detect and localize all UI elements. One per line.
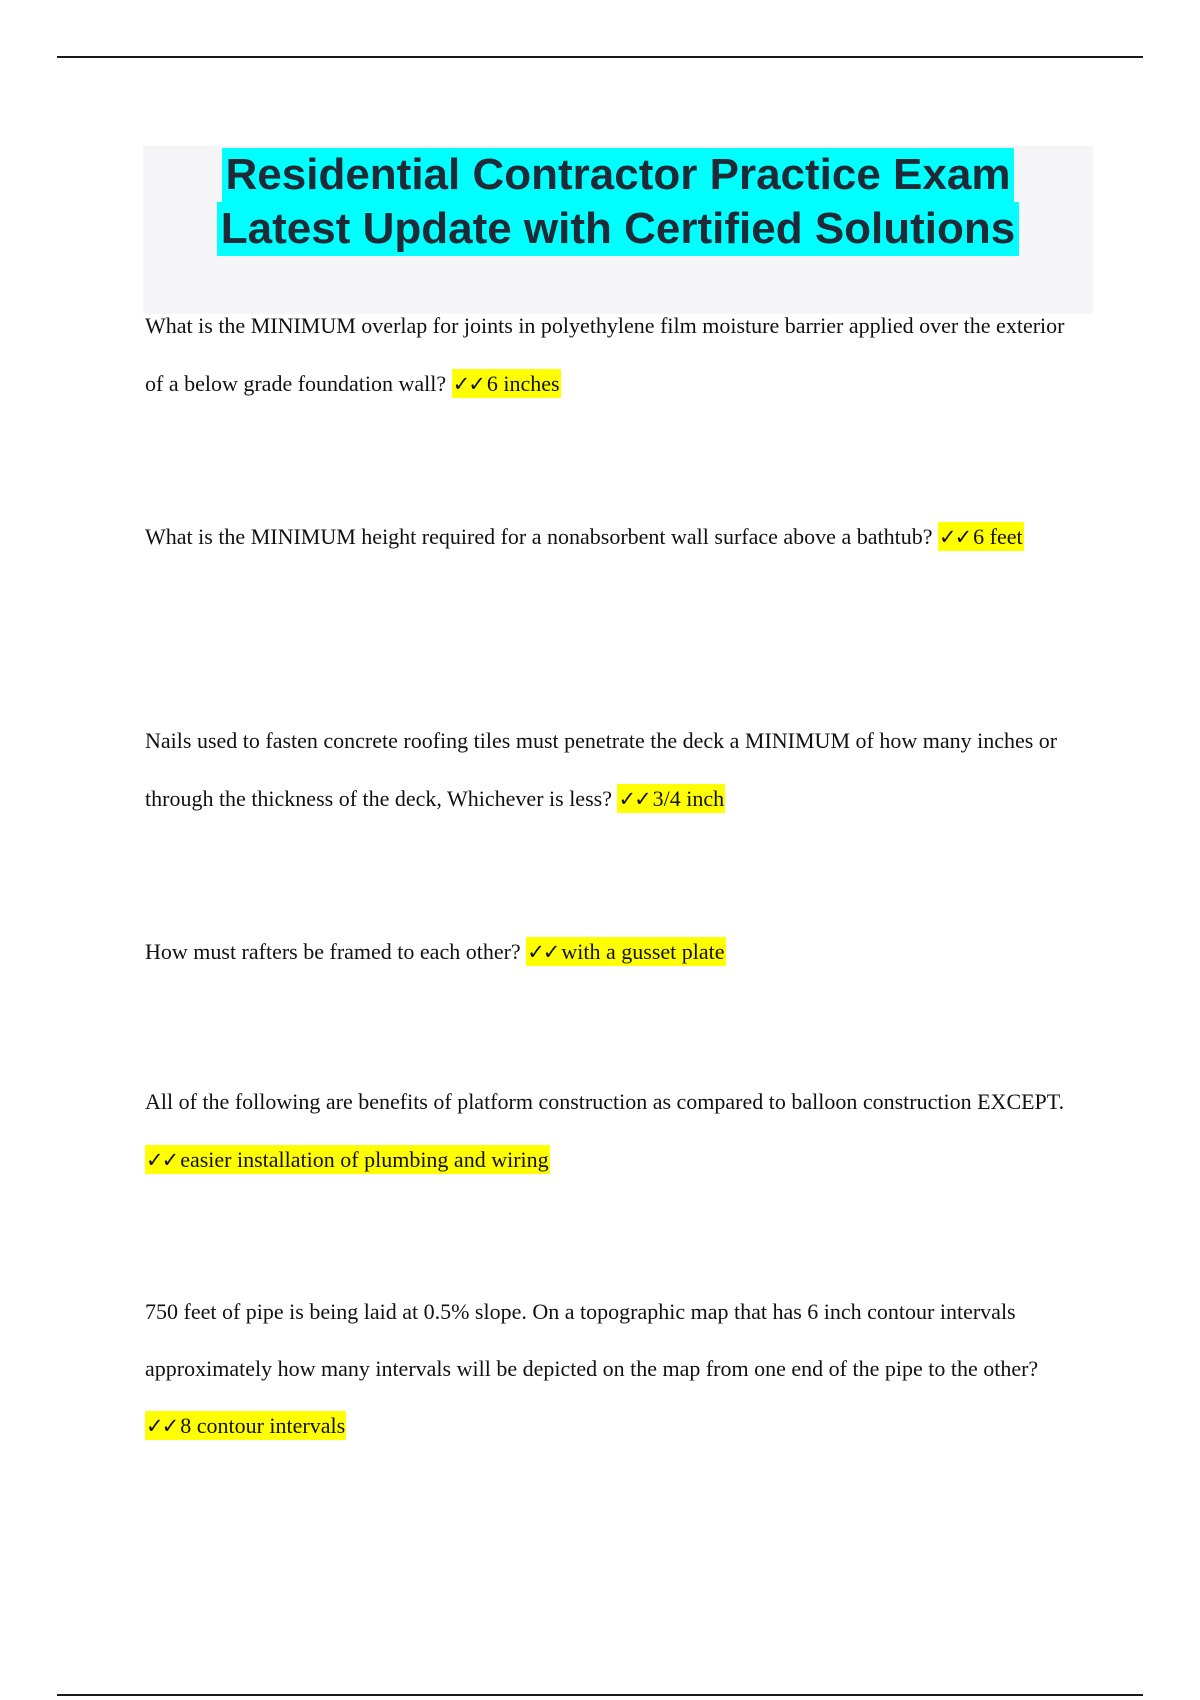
answer-text: with a gusset plate (561, 939, 725, 964)
title-block (143, 146, 1093, 314)
answer-highlight (938, 522, 1024, 551)
answer-highlight (526, 937, 725, 966)
question-text: What is the MINIMUM height required for a nonabsorbent wall surface above a bathtub? (145, 524, 933, 549)
qa-item-4 (145, 923, 1085, 981)
answer-highlight (452, 369, 561, 398)
qa-item-3 (145, 712, 1085, 828)
question-text: What is the MINIMUM overlap for joints in polyethylene film moisture barrier applied over the exterior of a below grade foundation wall? (145, 313, 1065, 396)
check-mark-icon: ✓✓ (146, 1148, 178, 1172)
qa-item-1 (145, 297, 1085, 413)
answer-text: 6 feet (973, 524, 1023, 549)
question-text: 750 feet of pipe is being laid at 0.5% slope. On a topographic map that has 6 inch contour intervals approximately how many intervals will be depicted on the map from one end of the pipe to the other? (145, 1299, 1039, 1381)
title-line-2: Latest Update with Certified Solutions (217, 202, 1020, 256)
qa-item-5 (145, 1073, 1085, 1189)
answer-text: easier installation of plumbing and wiring (180, 1147, 549, 1172)
check-mark-icon: ✓✓ (452, 372, 484, 396)
check-mark-icon: ✓✓ (618, 787, 650, 811)
answer-highlight (145, 1145, 550, 1174)
answer-text: 8 contour intervals (180, 1413, 346, 1438)
qa-item-2 (145, 508, 1085, 566)
answer-highlight (145, 1411, 346, 1440)
check-mark-icon: ✓✓ (146, 1414, 178, 1438)
answer-text: 3/4 inch (652, 786, 725, 811)
check-mark-icon: ✓✓ (938, 525, 971, 549)
bottom-rule (57, 1694, 1143, 1696)
title-line-1: Residential Contractor Practice Exam (222, 148, 1015, 202)
question-text: How must rafters be framed to each other? (145, 939, 521, 964)
check-mark-icon: ✓✓ (527, 940, 559, 964)
question-text: Nails used to fasten concrete roofing tiles must penetrate the deck a MINIMUM of how many inches or through the thickness of the deck, Whichever is less? (145, 728, 1058, 811)
question-text: All of the following are benefits of platform construction as compared to balloon construction EXCEPT. (145, 1089, 1065, 1114)
qa-item-6 (145, 1283, 1085, 1455)
answer-text: 6 inches (486, 371, 560, 396)
answer-highlight (617, 784, 725, 813)
top-rule (57, 56, 1143, 58)
